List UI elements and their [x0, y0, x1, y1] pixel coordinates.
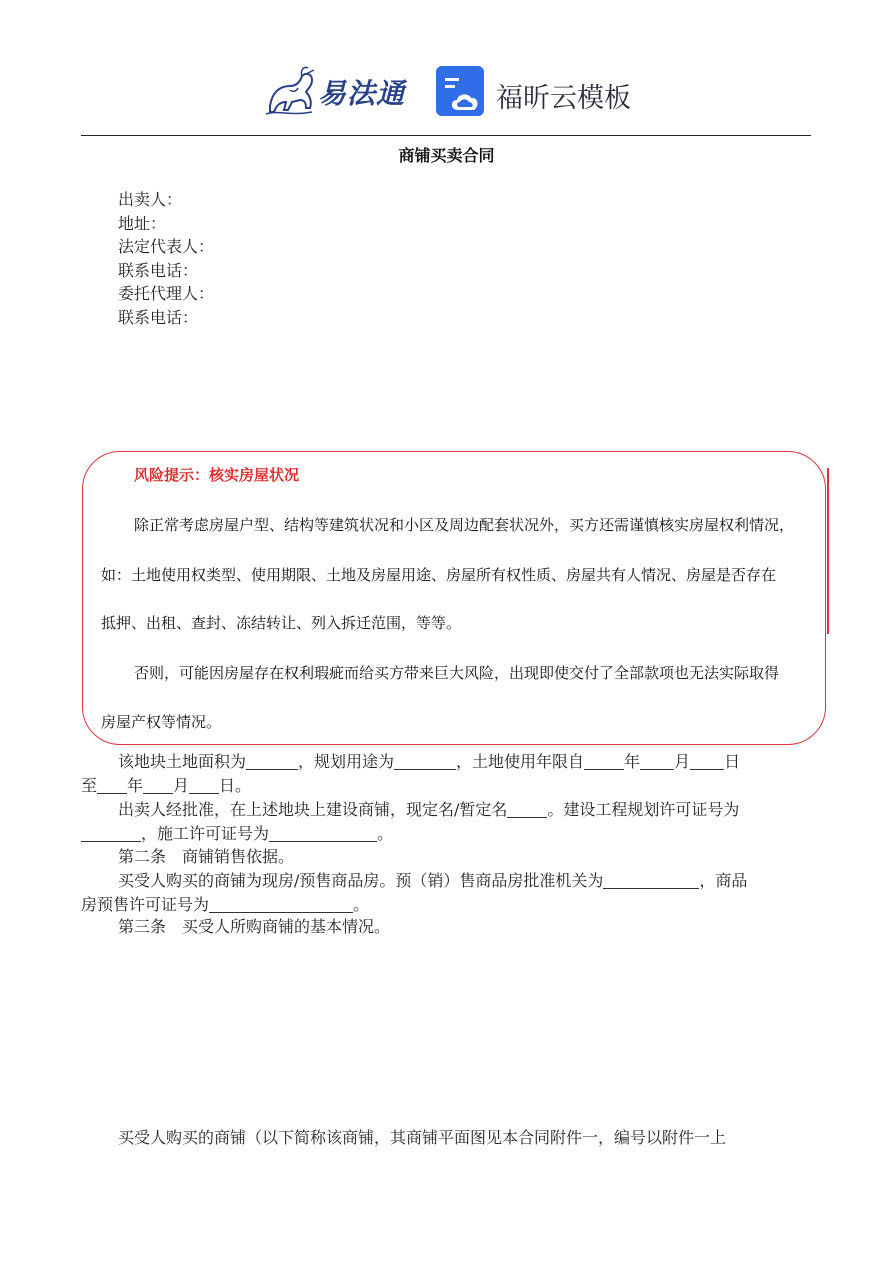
agent-label: 委托代理人：	[118, 284, 215, 303]
legal-representative-label: 法定代表人：	[118, 237, 215, 256]
foxit-cloud-template-text: 福昕云模板	[496, 83, 631, 114]
construction-line-1: 出卖人经批准，在上述地块上建设商铺，现定名/暂定名 。建设工程规划许可证号为	[118, 800, 740, 819]
land-area-blank	[246, 753, 298, 770]
presale-permit-blank	[209, 896, 353, 913]
yifatong-logo-text: 易法通	[318, 77, 406, 110]
presale-line-2: 房预售许可证号为 。	[81, 894, 370, 914]
risk-line-2: 如：土地使用权类型、使用期限、土地及房屋用途、房屋所有权性质、房屋共有人情况、房屋是否存在	[101, 566, 777, 584]
approval-authority-blank	[603, 872, 699, 889]
planning-permit-blank	[81, 825, 141, 842]
risk-line-5: 房屋产权等情况。	[101, 713, 222, 731]
presale-line-1: 买受人购买的商铺为现房/预售商品房。预（销）售商品房批准机关为 ，商品	[118, 871, 748, 890]
risk-line-4: 否则，可能因房屋存在权利瑕疵而给买方带来巨大风险，出现即使交付了全部款项也无法实际取得	[134, 664, 780, 682]
risk-box-edge	[827, 468, 829, 634]
land-line-1: 该地块土地面积为 ，规划用途为 ，土地使用年限自 年 月 日	[118, 752, 741, 771]
contract-title: 商铺买卖合同	[398, 146, 495, 165]
start-year-blank	[584, 753, 624, 770]
risk-warning-box	[82, 451, 826, 745]
land-line-2: 至 年 月 日。	[81, 775, 252, 795]
shop-description-paragraph: 买受人购买的商铺（以下简称该商铺，其商铺平面图见本合同附件一，编号以附件一上	[118, 1128, 727, 1147]
construction-permit-blank	[269, 825, 377, 842]
land-paragraph	[81, 750, 812, 797]
address-label: 地址：	[118, 213, 167, 233]
foxit-cloud-icon	[436, 66, 486, 118]
construction-paragraph	[81, 798, 812, 845]
article-3: 第三条 买受人所购商铺的基本情况。	[118, 917, 391, 936]
seller-label: 出卖人：	[118, 190, 183, 209]
end-day-blank	[189, 777, 219, 794]
risk-line-1: 除正常考虑房屋户型、结构等建筑状况和小区及周边配套状况外，买方还需谨慎核实房屋权利情况，	[134, 516, 795, 534]
header	[0, 58, 893, 124]
end-year-blank	[97, 777, 127, 794]
risk-line-3: 抵押、出租、查封、冻结转让、列入拆迁范围，等等。	[101, 614, 462, 632]
article-2: 第二条 商铺销售依据。	[118, 847, 295, 866]
start-day-blank	[690, 753, 724, 770]
end-month-blank	[143, 777, 173, 794]
land-use-blank	[394, 753, 456, 770]
yifatong-logo	[262, 62, 412, 120]
header-divider	[81, 135, 811, 136]
phone-label: 联系电话：	[118, 260, 199, 280]
seller-info	[118, 188, 214, 329]
risk-warning-title: 风险提示：核实房屋状况	[134, 466, 300, 484]
agent-phone-label: 联系电话：	[118, 307, 199, 327]
qilin-icon	[262, 62, 320, 120]
start-month-blank	[640, 753, 674, 770]
presale-paragraph	[81, 869, 812, 916]
shop-name-blank	[507, 801, 547, 818]
construction-line-2: ，施工许可证号为 。	[81, 822, 812, 846]
